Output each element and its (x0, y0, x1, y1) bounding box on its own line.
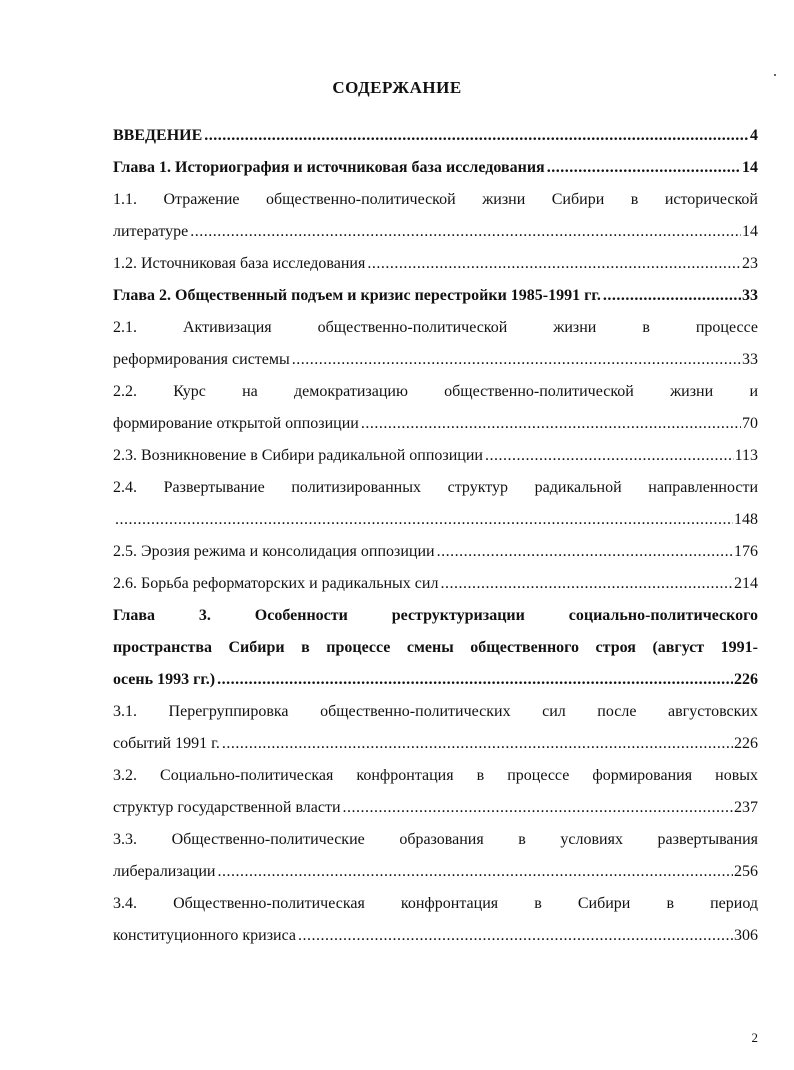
dot-leader (298, 920, 733, 952)
dot-leader (437, 536, 733, 568)
toc-page-number: 14 (742, 223, 758, 240)
dot-leader (217, 664, 733, 696)
toc-entry-text: 3.3. Общественно-политические образования в условиях развертывания (113, 831, 758, 848)
toc-entry-text-cont: структур государственной власти (113, 799, 341, 816)
toc-entry-1-2[interactable] (113, 248, 758, 280)
toc-entry-text-cont: реформирования системы (113, 351, 290, 368)
dot-leader (204, 120, 749, 152)
toc-page-number: 4 (750, 127, 758, 144)
toc-entry-text: 3.1. Перегруппировка общественно-политических сил после августовских (113, 703, 758, 720)
toc-page-number: 33 (742, 351, 758, 368)
dot-leader (603, 280, 741, 312)
toc-entry-text-cont: пространства Сибири в процессе смены общественного строя (август 1991- (113, 639, 758, 656)
scan-speck (774, 74, 776, 76)
toc-page-number: 306 (734, 927, 758, 944)
dot-leader (343, 792, 733, 824)
toc-entry-chapter-2[interactable] (113, 280, 758, 312)
toc-entry-text: 2.3. Возникновение в Сибири радикальной оппозиции (113, 447, 483, 464)
toc-page-number: 23 (742, 255, 758, 272)
toc-entry-3-3[interactable] (113, 824, 758, 888)
toc-entry-text: Глава 2. Общественный подъем и кризис перестройки 1985-1991 гг. (113, 287, 601, 304)
toc-entry-2-6[interactable] (113, 568, 758, 600)
toc-entry-3-1[interactable] (113, 696, 758, 760)
toc-entry-text: 3.2. Социально-политическая конфронтация в процессе формирования новых (113, 767, 758, 784)
toc-page-number: 226 (734, 735, 758, 752)
dot-leader (217, 856, 733, 888)
toc-entry-chapter-1[interactable] (113, 152, 758, 184)
toc-entry-text: 2.2. Курс на демократизацию общественно-политической жизни и (113, 383, 758, 400)
toc-entry-text-cont: литературе (113, 223, 189, 240)
toc-page-number: 176 (734, 543, 758, 560)
toc-page-number: 148 (734, 511, 758, 528)
toc-entry-text-cont: либерализации (113, 863, 216, 880)
toc-page-number: 226 (734, 671, 758, 688)
toc-entry-1-1[interactable] (113, 184, 758, 248)
toc-entry-text: 1.2. Источниковая база исследования (113, 255, 366, 272)
toc-page-number: 113 (734, 447, 758, 464)
toc-entry-2-3[interactable] (113, 440, 758, 472)
toc-entry-text: Глава 1. Историография и источниковая база исследования (113, 159, 545, 176)
dot-leader (361, 408, 741, 440)
dot-leader (547, 152, 741, 184)
toc-entry-text-cont: конституционного кризиса (113, 927, 296, 944)
toc-entry-text-cont: осень 1993 гг.) (113, 671, 216, 688)
toc-entry-text: 1.1. Отражение общественно-политической жизни Сибири в исторической (113, 191, 758, 208)
toc-entry-chapter-3[interactable] (113, 600, 758, 696)
dot-leader (190, 216, 741, 248)
toc-entry-text: 2.1. Активизация общественно-политической жизни в процессе (113, 319, 758, 336)
toc-entry-text: Глава 3. Особенности реструктуризации социально-политического (113, 607, 758, 624)
dot-leader (222, 728, 733, 760)
page-title: СОДЕРЖАНИЕ (332, 78, 462, 97)
toc-entry-2-5[interactable] (113, 536, 758, 568)
toc-entry-text-cont: событий 1991 г. (113, 735, 220, 752)
toc-entry-2-1[interactable] (113, 312, 758, 376)
toc-page-number: 14 (742, 159, 758, 176)
toc-page-number: 214 (734, 575, 758, 592)
dot-leader (440, 568, 733, 600)
dot-leader (367, 248, 741, 280)
dot-leader (485, 440, 734, 472)
toc-page-number: 256 (734, 863, 758, 880)
toc-entry-text: 2.5. Эрозия режима и консолидация оппозиции (113, 543, 435, 560)
dot-leader (115, 504, 733, 536)
page-number: 2 (751, 1030, 758, 1045)
toc-entry-3-2[interactable] (113, 760, 758, 824)
dot-leader (292, 344, 741, 376)
toc-entry-text: 2.6. Борьба реформаторских и радикальных сил (113, 575, 439, 592)
toc-entry-text: ВВЕДЕНИЕ (113, 127, 203, 144)
toc-entry-intro[interactable] (113, 120, 758, 152)
toc-entry-2-2[interactable] (113, 376, 758, 440)
toc-entry-text: 3.4. Общественно-политическая конфронтация в Сибири в период (113, 895, 758, 912)
toc-page-number: 237 (734, 799, 758, 816)
toc-entry-3-4[interactable] (113, 888, 758, 952)
toc-page-number: 70 (742, 415, 758, 432)
toc-entry-2-4[interactable] (113, 472, 758, 536)
toc-entry-text-cont: формирование открытой оппозиции (113, 415, 359, 432)
toc-entry-text: 2.4. Развертывание политизированных структур радикальной направленности (113, 479, 758, 496)
table-of-contents (113, 120, 758, 952)
toc-page-number: 33 (742, 287, 758, 304)
